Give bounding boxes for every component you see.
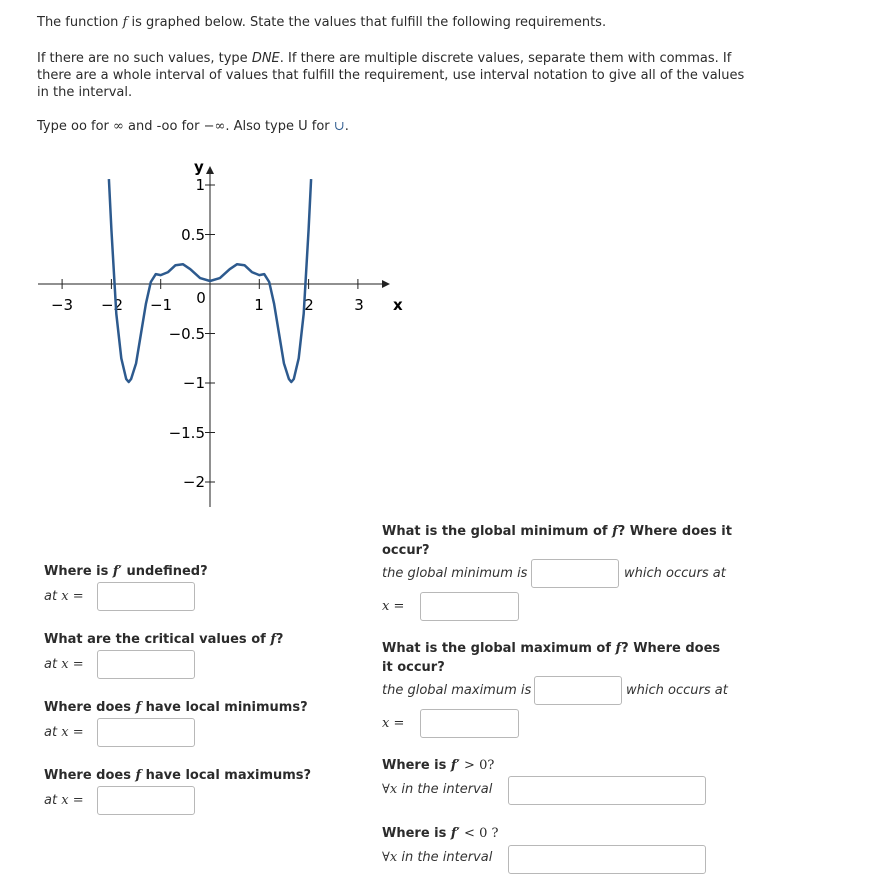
x-tick-label: 1 bbox=[254, 296, 264, 314]
instruction-paragraph-2: If there are no such values, type DNE. If there are multiple discrete values, separate them with commas. If there are a whole interval of values that fulfill the requirement, use interval notation to give all of the values in the interval. bbox=[37, 51, 745, 100]
x-tick-label: −2 bbox=[100, 296, 124, 314]
y-tick-label: −1 bbox=[182, 374, 205, 392]
y-tick-label: −1.5 bbox=[168, 424, 205, 442]
derivative-negative-interval-input[interactable] bbox=[508, 845, 706, 874]
question-global-maximum: What is the global maximum of f? Where does it occur? bbox=[382, 641, 721, 675]
local-minimums-input[interactable] bbox=[97, 718, 195, 747]
undefined-input[interactable] bbox=[97, 582, 195, 611]
y-tick-label: −2 bbox=[182, 473, 205, 491]
derivative-positive-interval-input[interactable] bbox=[508, 776, 706, 805]
function-graph bbox=[30, 150, 403, 510]
question-local-maximums: Where does f have local maximums? bbox=[44, 768, 312, 783]
question-derivative-negative: Where is f′ < 0 ? bbox=[382, 826, 499, 841]
critical-values-input[interactable] bbox=[97, 650, 195, 679]
y-tick-label: −0.5 bbox=[168, 325, 205, 343]
instruction-line-1: The function f is graphed below. State the values that fulfill the following requirements. bbox=[37, 15, 607, 30]
global-maximum-x-input[interactable] bbox=[420, 709, 519, 738]
question-derivative-positive: Where is f′ > 0? bbox=[382, 758, 495, 773]
global-minimum-input[interactable] bbox=[531, 559, 619, 588]
y-tick-label: 0.5 bbox=[181, 226, 205, 244]
occurs-at-label: which occurs at bbox=[624, 566, 726, 581]
at-x-label: at x = bbox=[44, 725, 84, 740]
y-axis-label: y bbox=[194, 158, 204, 176]
x-tick-label: −1 bbox=[149, 296, 173, 314]
question-critical-values: What are the critical values of f? bbox=[44, 632, 284, 647]
graph-axes bbox=[38, 166, 390, 507]
x-equals-label: x = bbox=[382, 599, 405, 614]
global-minimum-x-input[interactable] bbox=[420, 592, 519, 621]
global-maximum-input[interactable] bbox=[534, 676, 622, 705]
x-tick-label: 2 bbox=[304, 296, 314, 314]
at-x-label: at x = bbox=[44, 589, 84, 604]
question-local-minimums: Where does f have local minimums? bbox=[44, 700, 308, 715]
instruction-paragraph-3: Type oo for ∞ and -oo for −∞. Also type U for ∪. bbox=[37, 119, 349, 134]
occurs-at-label: which occurs at bbox=[626, 683, 728, 698]
question-global-minimum: What is the global minimum of f? Where does it occur? bbox=[382, 524, 732, 558]
at-x-label: at x = bbox=[44, 657, 84, 672]
for-all-x-label: ∀x in the interval bbox=[382, 782, 493, 797]
local-maximums-input[interactable] bbox=[97, 786, 195, 815]
x-equals-label: x = bbox=[382, 716, 405, 731]
for-all-x-label: ∀x in the interval bbox=[382, 850, 493, 865]
question-derivative-undefined: Where is f′ undefined? bbox=[44, 564, 208, 579]
x-axis-label: x bbox=[393, 296, 403, 314]
global-maximum-label: the global maximum is bbox=[382, 683, 532, 698]
at-x-label: at x = bbox=[44, 793, 84, 808]
x-tick-label: −3 bbox=[50, 296, 74, 314]
x-tick-label: 3 bbox=[354, 296, 364, 314]
global-minimum-label: the global minimum is bbox=[382, 566, 528, 581]
x-tick-label: 0 bbox=[196, 289, 206, 307]
y-tick-label: 1 bbox=[195, 176, 205, 194]
